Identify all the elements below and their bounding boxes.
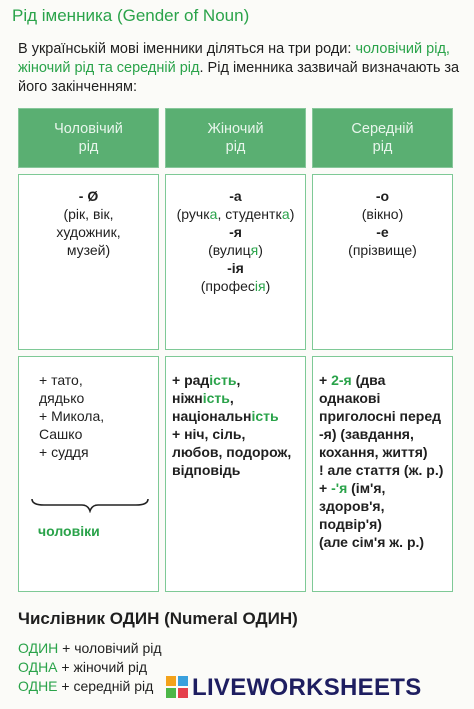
numeral-line: ОДИН + чоловічий рід (18, 640, 162, 656)
fem-endings: -а (ручка, студентка) -я (вулиця) -ія (професія) (165, 174, 306, 350)
liveworksheets-logo: LIVEWORKSHEETS (166, 674, 422, 702)
neut-exceptions: + 2-я (два однакові приголосні перед -я) (завдання, кохання, життя) ! але стаття (ж. р.) + -'я (ім'я, здоров'я, подвір'я) (але сім'я ж. р.) (312, 356, 453, 592)
masc-endings: - Ø (рік, вік, художник, музей) (18, 174, 159, 350)
neut-endings: -о (вікно) -е (прізвище) (312, 174, 453, 350)
numeral-line: ОДНА + жіночий рід (18, 659, 148, 675)
header-neuter: Середній рід (312, 108, 453, 168)
liveworksheets-logo-icon (166, 676, 188, 698)
page-title: Рід іменника (Gender of Noun) (12, 6, 250, 25)
fem-exceptions: + радість, ніжність, національність + ніч, сіль, любов, подорож, відповідь (165, 356, 306, 592)
intro-paragraph: В українській мові іменники діляться на три роди: чоловічий рід, жіночий рід та середній рід. Рід іменника зазвичай визначають за його закінченням: (18, 41, 460, 95)
men-label: чоловіки (38, 523, 100, 539)
numeral-line: ОДНЕ + середній рід (18, 678, 154, 694)
gender-table (12, 108, 459, 592)
header-masculine: Чоловічий рід (18, 108, 159, 168)
curly-brace-icon (30, 497, 150, 513)
numeral-heading: Числівник ОДИН (Numeral ОДИН) (18, 609, 298, 628)
header-feminine: Жіночий рід (165, 108, 306, 168)
masc-exceptions: + тато, дядько + Микола, Сашко + суддя (18, 356, 159, 592)
